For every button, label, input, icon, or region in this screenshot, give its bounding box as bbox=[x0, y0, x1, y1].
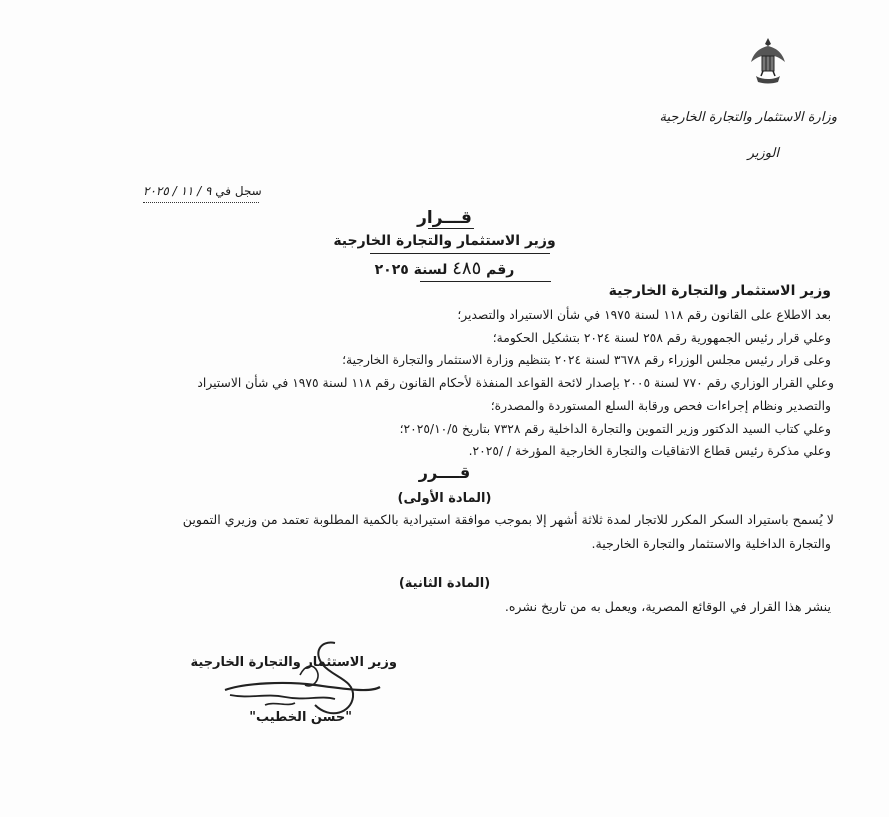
preamble-line: وعلي قرار رئيس الجمهورية رقم ٢٥٨ لسنة ٢٠٢٤ بتشكيل الحكومة؛ bbox=[492, 331, 831, 345]
minister-header: الوزير bbox=[747, 146, 779, 161]
article-1-title: (المادة الأولى) bbox=[397, 491, 492, 506]
decides-heading: قــــرر bbox=[418, 463, 471, 482]
registration-date: ٩ / ١١ / ٢٠٢٥ bbox=[143, 184, 212, 198]
issuer-underline bbox=[370, 253, 550, 254]
article-1-line: لا يُسمح باستيراد السكر المكرر للاتجار لمدة ثلاثة أشهر إلا بموجب موافقة استيرادية بالكمية المطلوبة تعتمد من وزيري التموين bbox=[182, 512, 834, 527]
preamble-line: بعد الاطلاع على القانون رقم ١١٨ لسنة ١٩٧٥ في شأن الاستيراد والتصدير؛ bbox=[457, 308, 831, 322]
registration-underline bbox=[143, 202, 259, 203]
preamble-line: وعلي كتاب السيد الدكتور وزير التموين والتجارة الداخلية رقم ٧٣٢٨ بتاريخ ٢٠٢٥/١٠/٥؛ bbox=[399, 422, 831, 436]
registration-stamp bbox=[143, 184, 262, 198]
signatory-name: "حسن الخطيب" bbox=[249, 710, 352, 725]
decision-number-underline bbox=[420, 281, 551, 282]
decision-number-suffix: لسنة ٢٠٢٥ bbox=[374, 262, 448, 278]
title-underline bbox=[428, 228, 474, 229]
signatory-title: وزير الاستثمار والتجارة الخارجية bbox=[190, 655, 397, 670]
preamble-line: وعلى قرار رئيس مجلس الوزراء رقم ٣٦٧٨ لسنة ٢٠٢٤ بتنظيم وزارة الاستثمار والتجارة الخارجية؛ bbox=[342, 353, 831, 367]
decision-issuer: وزير الاستثمار والتجارة الخارجية bbox=[333, 233, 556, 249]
decision-number-value: ٤٨٥ bbox=[452, 258, 482, 279]
egypt-eagle-emblem bbox=[748, 36, 788, 88]
decision-number bbox=[0, 258, 889, 279]
decision-number-prefix: رقم bbox=[486, 262, 515, 278]
decision-title: قـــرار bbox=[417, 208, 472, 228]
article-1-line: والتجارة الداخلية والاستثمار والتجارة الخارجية. bbox=[591, 536, 831, 551]
registration-label: سجل في bbox=[215, 184, 262, 198]
preamble-line: وعلي القرار الوزاري رقم ٧٧٠ لسنة ٢٠٠٥ بإصدار لائحة القواعد المنفذة لأحكام القانون رقم ١١٨ لسنة ١٩٧٥ في شأن الاستيراد bbox=[197, 376, 834, 390]
preamble-line: وعلي مذكرة رئيس قطاع الاتفاقيات والتجارة الخارجية المؤرخة / /٢٠٢٥. bbox=[468, 444, 831, 458]
article-2-line: ينشر هذا القرار في الوقائع المصرية، ويعمل به من تاريخ نشره. bbox=[504, 599, 831, 614]
preamble-line: والتصدير ونظام إجراءات فحص ورقابة السلع المستوردة والمصدرة؛ bbox=[490, 399, 831, 413]
preamble-title: وزير الاستثمار والتجارة الخارجية bbox=[608, 283, 831, 299]
article-2-title: (المادة الثانية) bbox=[398, 576, 491, 591]
ministry-name: وزارة الاستثمار والتجارة الخارجية bbox=[659, 110, 837, 125]
